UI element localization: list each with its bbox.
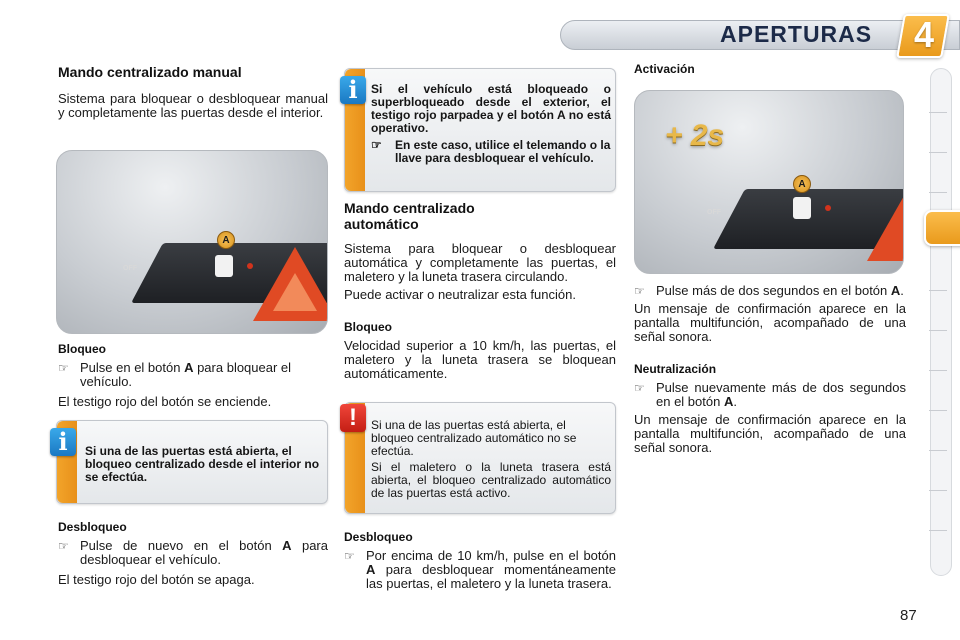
- chapter-title: APERTURAS: [720, 21, 873, 47]
- auto-intro-2: Puede activar o neutralizar esta función.: [344, 287, 576, 302]
- desbloqueo-led-text: El testigo rojo del botón se apaga.: [58, 572, 255, 587]
- manual-intro: Sistema para bloquear o desbloquear manual y completamente las puertas desde el interior.: [58, 91, 328, 120]
- illustration-manual: [56, 150, 328, 334]
- auto-desbloqueo-title: Desbloqueo: [344, 530, 413, 544]
- tab-divider: [929, 370, 947, 371]
- plus-2s-overlay: + 2s: [665, 119, 725, 152]
- off-label: OFF: [707, 209, 721, 216]
- chapter-tab-active[interactable]: [924, 210, 960, 246]
- tab-divider: [929, 450, 947, 451]
- hazard-triangle: [867, 187, 904, 261]
- tab-divider: [929, 530, 947, 531]
- warning-box: [344, 402, 616, 514]
- pointing-hand-icon: ☞: [344, 549, 355, 563]
- off-label: OFF: [123, 265, 137, 272]
- chapter-number: 4: [913, 14, 934, 55]
- pointing-hand-icon: ☞: [371, 138, 382, 152]
- section-title-auto: Mando centralizado automático: [344, 200, 475, 232]
- illustration-auto: [634, 90, 904, 274]
- bloqueo-title: Bloqueo: [58, 342, 106, 356]
- pointing-hand-icon: ☞: [634, 284, 645, 298]
- tab-divider: [929, 152, 947, 153]
- bloqueo-led-text: El testigo rojo del botón se enciende.: [58, 394, 272, 409]
- info-icon: i: [340, 76, 366, 104]
- auto-intro-1: Sistema para bloquear o desbloquear automática y completamente las puertas, el maletero y la luneta trasera circulando.: [344, 241, 616, 284]
- auto-desbloqueo-bullet: ☞ Por encima de 10 km/h, pulse en el botón A para desbloquear momentáneamente las puertas, el maletero y la luneta trasera.: [344, 548, 616, 591]
- tab-divider: [929, 112, 947, 113]
- left-column: [58, 64, 328, 120]
- tab-divider: [929, 290, 947, 291]
- bloqueo-bullet: ☞ Pulse en el botón A para bloquear el vehículo.: [58, 360, 292, 389]
- desbloqueo-bullet: ☞ Pulse de nuevo en el botón A para desbloquear el vehículo.: [58, 538, 328, 567]
- auto-bloqueo-title: Bloqueo: [344, 320, 392, 334]
- neutral-title: Neutralización: [634, 362, 717, 376]
- chapter-tab-strip: [930, 68, 952, 576]
- tab-divider: [929, 410, 947, 411]
- info-box-manual-text: Si una de las puertas está abierta, el bloqueo centralizado desde el interior no se efectúa.: [85, 444, 320, 484]
- warning-text-1: Si una de las puertas está abierta, el bloqueo centralizado automático no se efectúa.: [371, 418, 577, 458]
- chapter-header: [560, 8, 960, 56]
- pointing-hand-icon: ☞: [634, 381, 645, 395]
- warning-icon: !: [340, 404, 366, 432]
- info-box-locked-bullet: ☞ En este caso, utilice el telemando o la llave para desbloquear el vehículo.: [371, 138, 611, 165]
- button-a-label: A: [793, 175, 811, 193]
- info-box-locked-text: Si el vehículo está bloqueado o superbloqueado desde el exterior, el testigo rojo parpadea y el botón A no está operativo.: [371, 82, 611, 135]
- lock-button: [793, 197, 811, 219]
- tab-divider: [929, 192, 947, 193]
- info-box-locked: [344, 68, 616, 192]
- neutral-bullet: ☞ Pulse nuevamente más de dos segundos en el botón A.: [634, 380, 906, 409]
- tab-divider: [929, 330, 947, 331]
- warning-text-2: Si el maletero o la luneta trasera está abierta, el bloqueo centralizado automático de las puertas está activo.: [371, 460, 611, 500]
- right-activacion-head: [634, 62, 906, 76]
- left-desbloqueo: [58, 520, 328, 587]
- middle-desbloqueo: [344, 530, 616, 591]
- tab-divider: [929, 490, 947, 491]
- activacion-msg: Un mensaje de confirmación aparece en la pantalla multifunción, acompañado de una señal sonora.: [634, 301, 906, 344]
- activacion-title: Activación: [634, 62, 695, 76]
- auto-bloqueo-text: Velocidad superior a 10 km/h, las puertas, el maletero y la luneta trasera se bloquean automáticamente.: [344, 338, 616, 381]
- middle-auto: [344, 200, 616, 381]
- desbloqueo-title: Desbloqueo: [58, 520, 127, 534]
- red-led: [825, 205, 831, 211]
- neutral-msg: Un mensaje de confirmación aparece en la pantalla multifunción, acompañado de una señal sonora.: [634, 412, 906, 455]
- right-activacion: [634, 284, 906, 455]
- lock-button: [215, 255, 233, 277]
- left-bloqueo: [58, 342, 328, 409]
- activacion-bullet: ☞ Pulse más de dos segundos en el botón A.: [634, 283, 904, 298]
- info-icon: i: [50, 428, 76, 456]
- section-title-manual: Mando centralizado manual: [58, 64, 242, 80]
- hazard-inner: [273, 273, 317, 311]
- pointing-hand-icon: ☞: [58, 361, 69, 375]
- button-a-label: A: [217, 231, 235, 249]
- pointing-hand-icon: ☞: [58, 539, 69, 553]
- page-number: 87: [900, 607, 917, 624]
- info-box-manual: [56, 420, 328, 504]
